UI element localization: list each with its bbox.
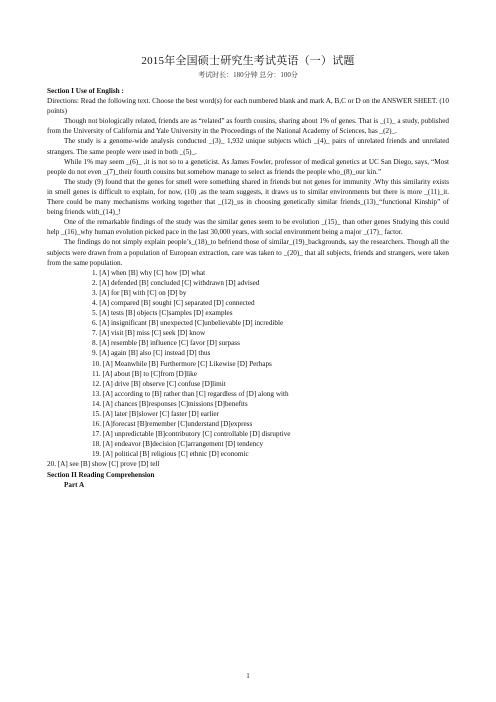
page-title: 2015年全国硕士研究生考试英语（一）试题	[141, 55, 355, 67]
question-item: 4. [A] compared [B] sought [C] separated [D] connected	[92, 298, 255, 307]
question-item: 12. [A] drive [B] observe [C] confuse [D]limit	[92, 379, 226, 388]
passage-paragraph: Though not biologically related, friends are as “related” as fourth cousins, sharing about 1% of genes. That is _(1)_ a study, published from the University of California and Yale University in the Proceedings of the National Academy of Sciences, has _(2)_.	[47, 117, 449, 136]
question-item: 10. [A] Meanwhile [B] Furthermore [C] Likewise [D] Perhaps	[92, 359, 272, 368]
question-list	[47, 268, 449, 470]
exam-body	[47, 86, 449, 490]
question-item: 15. [A] later [B]slower [C] faster [D] earlier	[92, 410, 219, 418]
question-item: 16. [A]forecast [B]remember [C]understand [D]express	[92, 420, 253, 429]
passage-paragraph: The study (9) found that the genes for smell were something shared in friends but not genes for immunity .Why this similarity exists in smell genes is difficult to explain, for now, (10) ,as the team suggests, it draws us to similar environments but there is more _(11)_it. There could be many mechanisms working together that _(12)_us in choosing genetically similar friends_(13)_“functional Kinship” of being friends with_(14)_!	[47, 177, 449, 217]
page-number: 1	[246, 672, 250, 680]
question-item: 8. [A] resemble [B] influence [C] favor [D] surpass	[92, 339, 240, 348]
exam-info: 考试时长：180分钟 总分：100分	[198, 71, 298, 79]
question-item: 5. [A] tests [B] objects [C]samples [D] examples	[92, 309, 233, 318]
passage-paragraph: The study is a genome-wide analysis conducted _(3)_ 1,932 unique subjects which _(4)_ pairs of unrelated friends and unrelated strangers. The same people were used in both _(5)_.	[47, 137, 449, 156]
question-item: 11. [A] about [B] to [C]from [D]like	[92, 369, 197, 378]
question-item: 14. [A] chances [B]responses [C]missions [D]benefits	[92, 399, 248, 408]
section-heading: Section II Reading Comprehension	[47, 470, 155, 479]
part-heading: Part A	[64, 480, 85, 489]
section-heading: Section I Use of English :	[47, 87, 124, 95]
question-item: 1. [A] when [B] why [C] how [D] what	[92, 268, 206, 277]
question-item: 6. [A] insignificant [B] unexpected [C]unbelievable [D] incredible	[92, 319, 284, 328]
question-item: 13. [A] according to [B] rather than [C] regardless of [D] along with	[92, 389, 289, 398]
passage-paragraph: One of the remarkable findings of the study was the similar genes seem to be evolution _(15)_ than other genes Studying this could help _(16)_why human evolution picked pace in the last 30,000 years, with social environment being a major _(17)_ factor.	[47, 218, 449, 237]
question-item: 19. [A] political [B] religious [C] ethnic [D] economic	[92, 450, 249, 459]
question-item: 9. [A] again [B] also [C] instead [D] thus	[92, 349, 211, 358]
question-item: 17. [A] unpredictable [B]contributory [C] controllable [D] disruptive	[92, 430, 291, 439]
passage-paragraph: While 1% may seem _(6)_ ,it is not so to a geneticist. As James Fowler, professor of medical genetics at UC San Diego, says, “Most people do not even _(7)_their fourth cousins but somehow manage to select as friends the people who_(8)_our kin.”	[47, 157, 449, 176]
question-item: 18. [A] endeavor [B]decision [C]arrangement [D] tendency	[92, 440, 264, 449]
question-item: 7. [A] visit [B] miss [C] seek [D] know	[92, 329, 206, 338]
passage-paragraph: The findings do not simply explain people’s_(18)_to befriend those of similar_(19)_backgrounds, say the researchers. Though all the subjects were drawn from a population of European extraction, care was taken to _(20)_ that all subjects, friends and strangers, were taken from the same population.	[47, 238, 449, 267]
question-item: 2. [A] defended [B] concluded [C] withdrawn [D] advised	[92, 278, 260, 287]
question-item: 20. [A] see [B] show [C] prove [D] tell	[47, 460, 160, 469]
question-item: 3. [A] for [B] with [C] on [D] by	[92, 288, 187, 297]
directions: Directions: Read the following text. Choose the best word(s) for each numbered blank and mark A, B,C or D on the ANSWER SHEET. (10 points)	[47, 97, 449, 116]
